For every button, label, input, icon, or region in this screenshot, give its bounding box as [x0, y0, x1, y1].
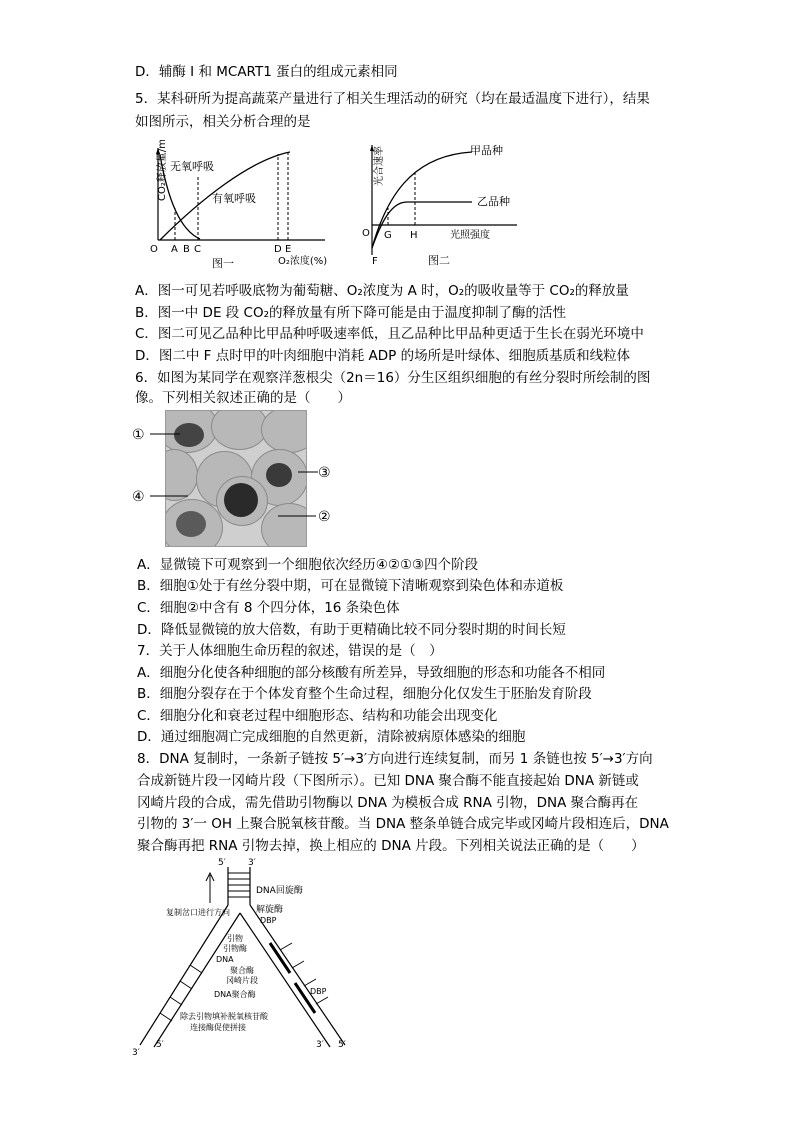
- text-line: 像。下列相关叙述正确的是（ ）: [135, 390, 351, 406]
- dna-pol-label: 聚合酶: [230, 966, 254, 975]
- option-a: A．图一可见若呼吸底物为葡萄糖、O₂浓度为 A 时，O₂的吸收量等于 CO₂的释放量: [135, 283, 629, 299]
- fig2-xlabel: 光照强度: [450, 230, 490, 241]
- option-c: C．细胞②中含有 8 个四分体，16 条染色体: [137, 600, 400, 616]
- fig2-species-b: 乙品种: [477, 195, 510, 208]
- option-d: D．通过细胞凋亡完成细胞的自然更新，清除被病原体感染的细胞: [137, 729, 526, 745]
- question-5-stem: 5．某科研所为提高蔬菜产量进行了相关生理活动的研究（均在最适温度下进行），结果: [135, 91, 650, 107]
- option-b: B．细胞分裂存在于个体发育整个生命过程，细胞分化仅发生于胚胎发育阶段: [137, 686, 592, 702]
- option-d: D．图二中 F 点时甲的叶肉细胞中消耗 ADP 的场所是叶绿体、细胞质基质和线粒体: [135, 348, 631, 364]
- fig1-ylabel: CO₂释放量/mL: [157, 140, 168, 201]
- dna-remove-label: 除去引物填补脱氧核苷酸: [180, 1012, 268, 1021]
- fig1-tick: E: [285, 244, 292, 255]
- question-7-stem: 7．关于人体细胞生命历程的叙述，错误的是（ ）: [137, 643, 443, 659]
- fig1-tick: A: [171, 244, 178, 255]
- dna-top-3: 3′: [248, 858, 256, 868]
- dna-helicase-label: DNA回旋酶: [256, 886, 303, 896]
- dna-dbp2-label: DBP: [310, 987, 327, 996]
- dna-unwind-label: 解旋酶: [256, 905, 284, 915]
- option-a: A．细胞分化使各种细胞的部分核酸有所差异，导致细胞的形态和功能各不相同: [137, 665, 606, 681]
- text-line: 引物的 3′一 OH 上聚合脱氧核苷酸。当 DNA 整条单链合成完毕或冈崎片段相连后，DNA: [137, 816, 669, 832]
- dna-top-5: 5′: [218, 858, 226, 868]
- callout-4: ④: [132, 489, 145, 505]
- dna-dnapol-label: DNA聚合酶: [214, 990, 256, 999]
- text-line: 冈崎片段的合成，需先借助引物酶以 DNA 为模板合成 RNA 引物，DNA 聚合酶再在: [137, 795, 639, 811]
- figure-one: [140, 140, 340, 275]
- callout-1: ①: [132, 427, 145, 443]
- callout-3: ③: [318, 465, 331, 481]
- option-c: C．图二可见乙品种比甲品种呼吸速率低，且乙品种比甲品种更适于生长在弱光环境中: [135, 326, 644, 342]
- dna-bl3: 3′: [132, 1048, 140, 1058]
- text-line: 聚合酶再把 RNA 引物去掉，换上相应的 DNA 片段。下列相关说法正确的是（ ）: [137, 838, 645, 854]
- dna-primer-label: 引物: [227, 934, 243, 943]
- option-c: C．细胞分化和衰老过程中细胞形态、结构和功能会出现变化: [137, 708, 498, 724]
- question-8-stem: 8．DNA 复制时，一条新子链按 5′→3′方向进行连续复制，而另 1 条链也按 5′→3′方向: [137, 751, 653, 767]
- fig1-tick: C: [194, 244, 201, 255]
- fig1-xlabel: O₂浓度(%): [278, 256, 328, 267]
- callout-2: ②: [318, 509, 331, 525]
- dna-dna-label: DNA: [216, 955, 234, 964]
- figure-two: [352, 140, 552, 275]
- fig2-tick: F: [372, 256, 378, 267]
- question-6-stem: 6．如图为某同学在观察洋葱根尖（2n＝16）分生区组织细胞的有丝分裂时所绘制的图: [135, 370, 651, 386]
- fig1-anaerobic-label: 无氧呼吸: [170, 160, 214, 173]
- fig2-tick: G: [384, 230, 392, 241]
- dna-replication-diagram: [130, 855, 370, 1065]
- fig2-caption: 图二: [428, 254, 450, 267]
- dna-dbp-label: DBP: [260, 916, 277, 925]
- fig1-tick: O: [150, 244, 158, 255]
- text-line: 合成新链片段一冈崎片段（下图所示）。已知 DNA 聚合酶不能直接起始 DNA 新链或: [137, 773, 639, 789]
- fig2-tick: H: [410, 230, 418, 241]
- fig1-tick: D: [274, 244, 282, 255]
- dna-primase-label: 引物酶: [223, 944, 247, 953]
- fig1-caption: 图一: [212, 257, 234, 270]
- text-line: D．辅酶 I 和 MCART1 蛋白的组成元素相同: [135, 64, 398, 80]
- fig2-tick: O: [362, 228, 370, 239]
- fig1-tick: B: [183, 244, 190, 255]
- dna-okazaki-label: 冈崎片段: [226, 976, 258, 985]
- dna-direction-label: 复制岔口进行方向: [166, 908, 230, 917]
- fig2-species-a: 甲品种: [470, 144, 503, 157]
- micrograph-callouts: [128, 422, 338, 532]
- option-b: B．图一中 DE 段 CO₂的释放量有所下降可能是由于温度抑制了酶的活性: [135, 305, 567, 321]
- option-b: B．细胞①处于有丝分裂中期，可在显微镜下清晰观察到染色体和赤道板: [137, 578, 564, 594]
- option-d: D．降低显微镜的放大倍数，有助于更精确比较不同分裂时期的时间长短: [137, 622, 566, 638]
- dna-ligase-label: 连接酶促使拼接: [190, 1023, 246, 1032]
- option-a: A．显微镜下可观察到一个细胞依次经历④②①③四个阶段: [137, 557, 479, 573]
- fig2-ylabel: 光合速率: [374, 146, 385, 186]
- dna-br5: 5′: [338, 1040, 346, 1050]
- text-line: 如图所示，相关分析合理的是: [135, 114, 311, 130]
- fig1-aerobic-label: 有氧呼吸: [212, 192, 256, 205]
- dna-br3: 3′: [316, 1040, 324, 1050]
- dna-bl5: 5′: [156, 1040, 164, 1050]
